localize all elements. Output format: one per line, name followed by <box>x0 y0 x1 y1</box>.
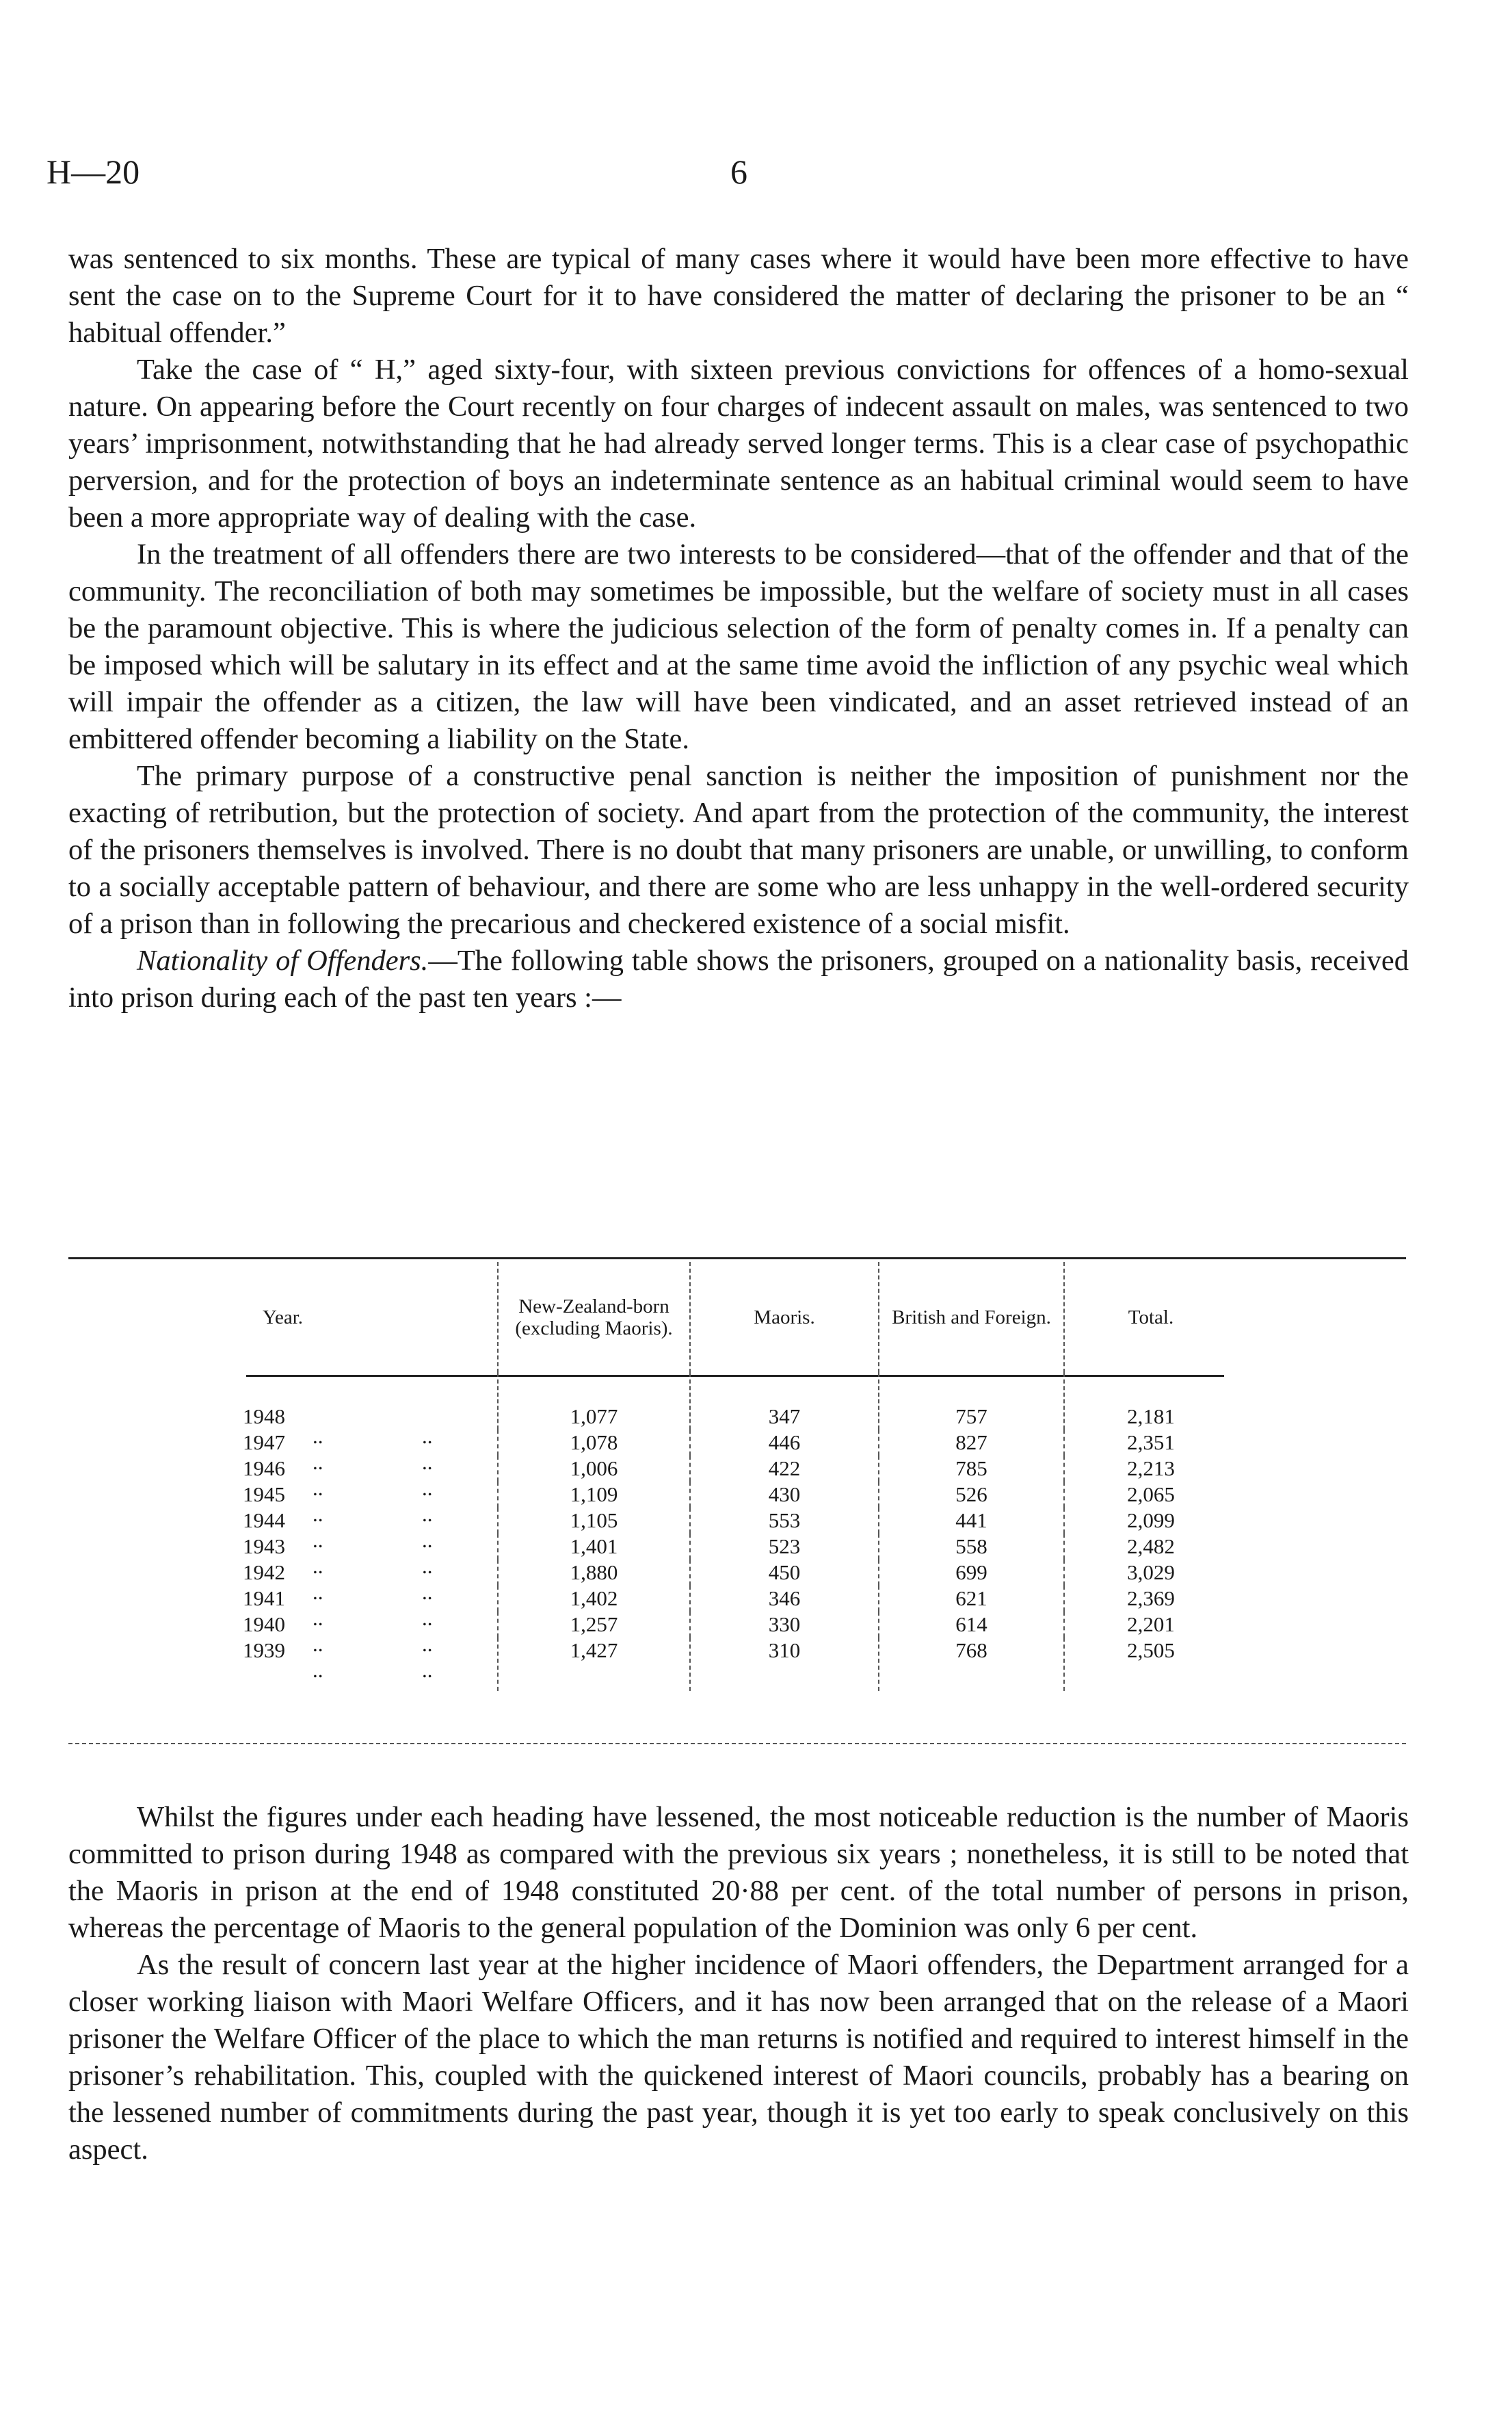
table-top-rule <box>68 1257 1406 1259</box>
cell-british-foreign: 614 <box>879 1612 1064 1638</box>
cell-year: 1941 .. .. <box>243 1586 433 1630</box>
cell-nz-born: 1,006 <box>498 1456 690 1482</box>
cell-total: 2,099 <box>1064 1508 1237 1534</box>
table-row <box>68 1373 1237 1430</box>
cell-maoris: 523 <box>690 1534 879 1560</box>
cell-total: 2,369 <box>1064 1586 1237 1612</box>
table-header-row <box>68 1262 1237 1373</box>
cell-total: 3,029 <box>1064 1560 1237 1586</box>
cell-maoris: 346 <box>690 1586 879 1612</box>
paragraph: As the result of concern last year at the higher incidence of Maori offenders, the Department arranged for a closer working liaison with Maori Welfare Officers, and it has now been arranged that on the release of a Maori prisoner the Welfare Officer of the place to which the man returns is notified and required to interest himself in the prisoner’s rehabilitation. This, coupled with the quickened interest of Maori councils, probably has a bearing on the lessened number of commitments during the past year, though it is yet too early to speak conclusively on this aspect. <box>68 1949 1409 2166</box>
cell-british-foreign: 621 <box>879 1586 1064 1612</box>
cell-total: 2,482 <box>1064 1534 1237 1560</box>
cell-nz-born: 1,105 <box>498 1508 690 1534</box>
cell-nz-born: 1,077 <box>498 1373 690 1430</box>
cell-nz-born: 1,257 <box>498 1612 690 1638</box>
paragraph: Whilst the figures under each heading have lessened, the most noticeable reduction is the number of Maoris committed to prison during 1948 as compared with the previous six years ; nonetheless, it is still to be noted that the Maoris in prison at the end of 1948 constituted 20·88 per cent. of the total number of persons in prison, whereas the percentage of Maoris to the general population of the Dominion was only 6 per cent. <box>68 1801 1409 1944</box>
year-value: 1946 <box>243 1456 285 1480</box>
cell-year: 1944 .. .. <box>243 1508 433 1552</box>
nationality-table <box>68 1262 1237 1691</box>
cell-year: 1946 .. .. <box>243 1456 433 1500</box>
year-value: 1947 <box>243 1430 285 1454</box>
year-value: 1945 <box>243 1482 285 1506</box>
body-text-bottom <box>68 1799 1409 2168</box>
cell-maoris: 450 <box>690 1560 879 1586</box>
cell-total: 2,213 <box>1064 1456 1237 1482</box>
cell-nz-born: 1,880 <box>498 1560 690 1586</box>
cell-year: 1948 .. .. <box>243 1404 433 1448</box>
paragraph: was sentenced to six months. These are typical of many cases where it would have been more effective to have sent the case on to the Supreme Court for it to have considered the matter of declaring the prisoner to be an “ habitual offender.” <box>68 243 1409 349</box>
cell-year: 1947 .. .. <box>243 1430 433 1474</box>
cell-year: 1940 .. .. <box>243 1612 433 1656</box>
cell-british-foreign: 785 <box>879 1456 1064 1482</box>
paragraph-nationality <box>68 943 1409 1016</box>
cell-maoris: 422 <box>690 1456 879 1482</box>
table-row <box>68 1482 1237 1508</box>
year-value: 1948 <box>243 1404 285 1428</box>
table-row <box>68 1456 1237 1482</box>
col-header-british-foreign: British and Foreign. <box>879 1262 1064 1373</box>
cell-maoris: 430 <box>690 1482 879 1508</box>
year-value: 1941 <box>243 1586 285 1610</box>
page-number: 6 <box>730 153 747 191</box>
cell-year: 1943 .. .. <box>243 1534 433 1578</box>
cell-nz-born: 1,078 <box>498 1430 690 1456</box>
year-value: 1943 <box>243 1534 285 1558</box>
year-value: 1940 <box>243 1612 285 1636</box>
paragraph: The primary purpose of a constructive penal sanction is neither the imposition of punishment nor the exacting of retribution, but the protection of society. And apart from the protection of the community, the interest of the prisoners themselves is involved. There is no doubt that many prisoners are unable, or unwilling, to conform to a socially acceptable pattern of behaviour, and there are some who are less unhappy in the well-ordered security of a prison than in following the precarious and checkered existence of a social misfit. <box>68 760 1409 940</box>
cell-nz-born: 1,402 <box>498 1586 690 1612</box>
paragraph: Take the case of “ H,” aged sixty-four, with sixteen previous convictions for offences of a homo-sexual nature. On appearing before the Court recently on four charges of indecent assault on males, was sentenced to two years’ imprisonment, notwithstanding that he had already served longer terms. This is a clear case of psychopathic perversion, and for the protection of boys an indeterminate sentence as an habitual criminal would seem to have been a more appropriate way of dealing with the case. <box>68 354 1409 534</box>
table-row <box>68 1586 1237 1612</box>
table-row <box>68 1612 1237 1638</box>
table-row <box>68 1560 1237 1586</box>
cell-british-foreign: 757 <box>879 1373 1064 1430</box>
cell-year: 1939 .. .. <box>243 1638 433 1682</box>
cell-year: 1942 .. .. <box>243 1560 433 1604</box>
cell-nz-born: 1,109 <box>498 1482 690 1508</box>
year-value: 1944 <box>243 1508 285 1532</box>
body-text-top <box>68 241 1409 1016</box>
cell-total: 2,201 <box>1064 1612 1237 1638</box>
cell-maoris: 347 <box>690 1373 879 1430</box>
table-row <box>68 1534 1237 1560</box>
col-header-maoris: Maoris. <box>690 1262 879 1373</box>
cell-british-foreign: 441 <box>879 1508 1064 1534</box>
document-reference: H—20 <box>47 153 140 191</box>
cell-total: 2,505 <box>1064 1638 1237 1691</box>
col-header-total: Total. <box>1064 1262 1237 1373</box>
year-value: 1942 <box>243 1560 285 1584</box>
cell-maoris: 330 <box>690 1612 879 1638</box>
cell-maoris: 310 <box>690 1638 879 1691</box>
table-row <box>68 1430 1237 1456</box>
table-bottom-rule <box>68 1743 1406 1744</box>
paragraph: In the treatment of all offenders there are two interests to be considered—that of the offender and that of the community. The reconciliation of both may sometimes be impossible, but the welfare of society must in all cases be the paramount objective. This is where the judicious selection of the form of penalty comes in. If a penalty can be imposed which will be salutary in its effect and at the same time avoid the infliction of any psychic weal which will impair the offender as a citizen, the law will have been vindicated, and an asset retrieved instead of an embittered offender becoming a liability on the State. <box>68 538 1409 755</box>
section-intro: —The following table shows the prisoners, grouped on a nationality basis, received into prison during each of the past ten years :— <box>68 945 1409 1014</box>
col-header-nz-born: New-Zealand-born (excluding Maoris). <box>498 1262 690 1373</box>
table-row <box>68 1638 1237 1691</box>
cell-total: 2,065 <box>1064 1482 1237 1508</box>
cell-maoris: 446 <box>690 1430 879 1456</box>
cell-nz-born: 1,427 <box>498 1638 690 1691</box>
cell-british-foreign: 558 <box>879 1534 1064 1560</box>
cell-british-foreign: 526 <box>879 1482 1064 1508</box>
cell-british-foreign: 768 <box>879 1638 1064 1691</box>
cell-maoris: 553 <box>690 1508 879 1534</box>
cell-year: 1945 .. .. <box>243 1482 433 1526</box>
cell-nz-born: 1,401 <box>498 1534 690 1560</box>
cell-total: 2,351 <box>1064 1430 1237 1456</box>
cell-british-foreign: 827 <box>879 1430 1064 1456</box>
cell-total: 2,181 <box>1064 1373 1237 1430</box>
year-value: 1939 <box>243 1638 285 1662</box>
table-row <box>68 1508 1237 1534</box>
cell-british-foreign: 699 <box>879 1560 1064 1586</box>
section-heading: Nationality of Offenders. <box>137 945 429 977</box>
col-header-year: Year. <box>262 1306 304 1328</box>
